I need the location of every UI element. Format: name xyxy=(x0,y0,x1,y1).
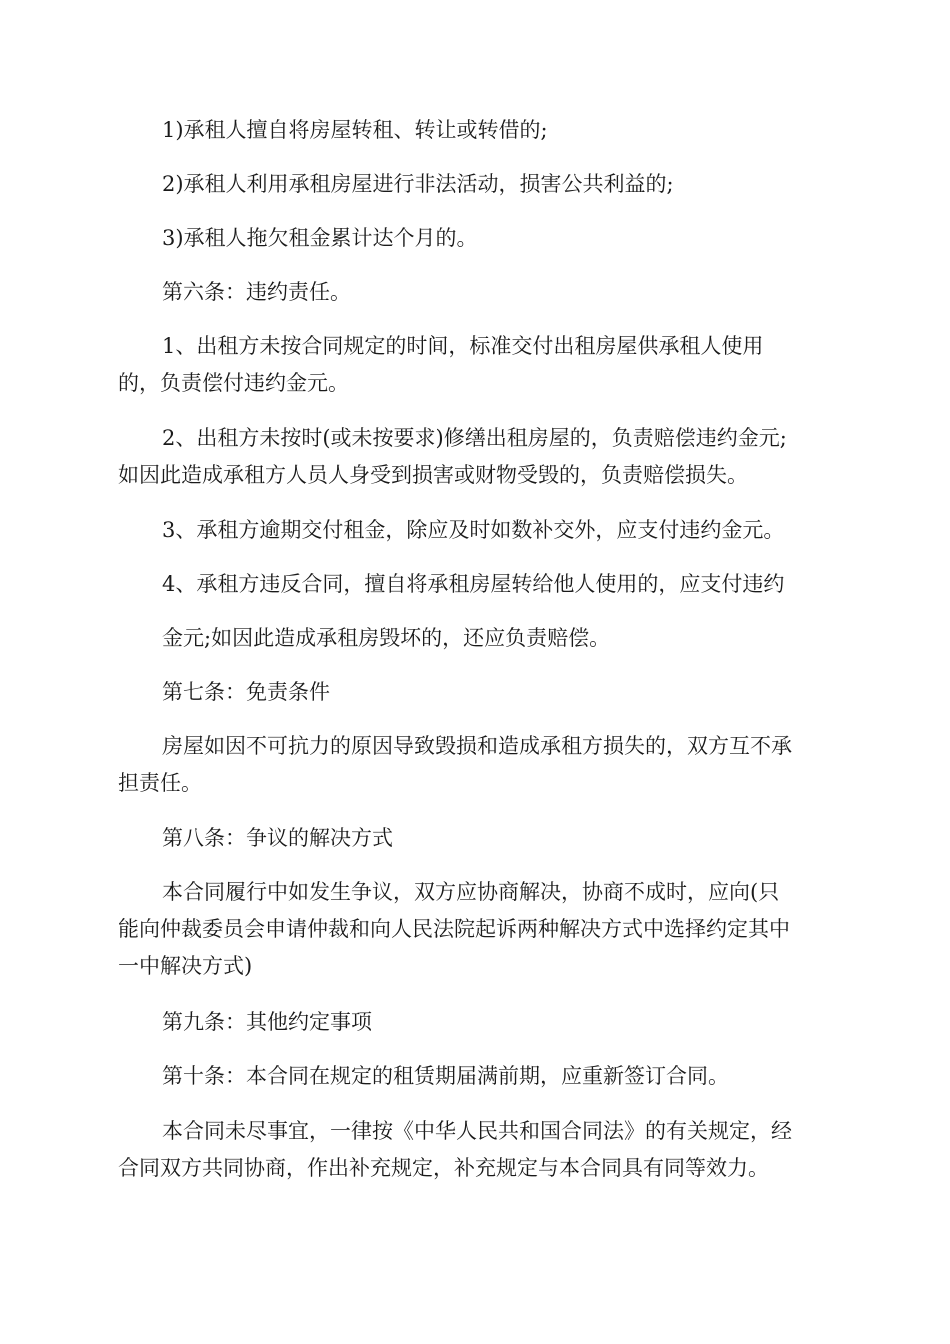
text-line: 第六条：违约责任。 xyxy=(162,280,351,304)
text-line: 1)承租人擅自将房屋转租、转让或转借的; xyxy=(162,118,548,142)
text-line: 本合同未尽事宜，一律按《中华人民共和国合同法》的有关规定，经 xyxy=(162,1119,792,1143)
text-line: 2)承租人利用承租房屋进行非法活动，损害公共利益的; xyxy=(162,172,674,196)
clause-item-2 xyxy=(118,166,834,203)
text-line: 第十条：本合同在规定的租赁期届满前期，应重新签订合同。 xyxy=(162,1064,729,1088)
breach-item-2 xyxy=(118,420,834,494)
text-line: 4、承租方违反合同，擅自将承租房屋转给他人使用的，应支付违约 xyxy=(162,572,785,596)
breach-item-3 xyxy=(118,512,834,549)
text-line: 本合同履行中如发生争议，双方应协商解决，协商不成时，应向(只 xyxy=(162,880,780,904)
text-line: 2、出租方未按时(或未按要求)修缮出租房屋的，负责赔偿违约金元; xyxy=(162,426,787,450)
article-7-heading xyxy=(118,674,834,711)
article-9-heading xyxy=(118,1004,834,1041)
text-line: 3)承租人拖欠租金累计达个月的。 xyxy=(162,226,478,250)
article-10-body xyxy=(118,1058,834,1095)
clause-item-1 xyxy=(118,112,834,149)
text-line: 金元;如因此造成承租房毁坏的，还应负责赔偿。 xyxy=(162,626,611,650)
article-8-heading xyxy=(118,820,834,857)
text-line: 1、出租方未按合同规定的时间，标准交付出租房屋供承租人使用 xyxy=(162,334,764,358)
closing-paragraph xyxy=(118,1113,834,1187)
text-line: 担责任。 xyxy=(118,771,202,795)
breach-item-1 xyxy=(118,328,834,402)
clause-item-3 xyxy=(118,220,834,257)
article-8-body xyxy=(118,874,834,985)
text-line: 房屋如因不可抗力的原因导致毁损和造成承租方损失的，双方互不承 xyxy=(162,734,792,758)
text-line: 合同双方共同协商，作出补充规定，补充规定与本合同具有同等效力。 xyxy=(118,1156,769,1180)
text-line: 第八条：争议的解决方式 xyxy=(162,826,393,850)
article-6-heading xyxy=(118,274,834,311)
text-line: 如因此造成承租方人员人身受到损害或财物受毁的，负责赔偿损失。 xyxy=(118,463,748,487)
text-line: 第九条：其他约定事项 xyxy=(162,1010,372,1034)
text-line: 的，负责偿付违约金元。 xyxy=(118,371,349,395)
text-line: 一中解决方式) xyxy=(118,954,253,978)
text-line: 3、承租方逾期交付租金，除应及时如数补交外，应支付违约金元。 xyxy=(162,518,785,542)
breach-item-4 xyxy=(118,566,834,603)
text-line: 能向仲裁委员会申请仲裁和向人民法院起诉两种解决方式中选择约定其中 xyxy=(118,917,790,941)
article-7-body xyxy=(118,728,834,802)
breach-item-4-continued xyxy=(118,620,834,657)
text-line: 第七条：免责条件 xyxy=(162,680,330,704)
